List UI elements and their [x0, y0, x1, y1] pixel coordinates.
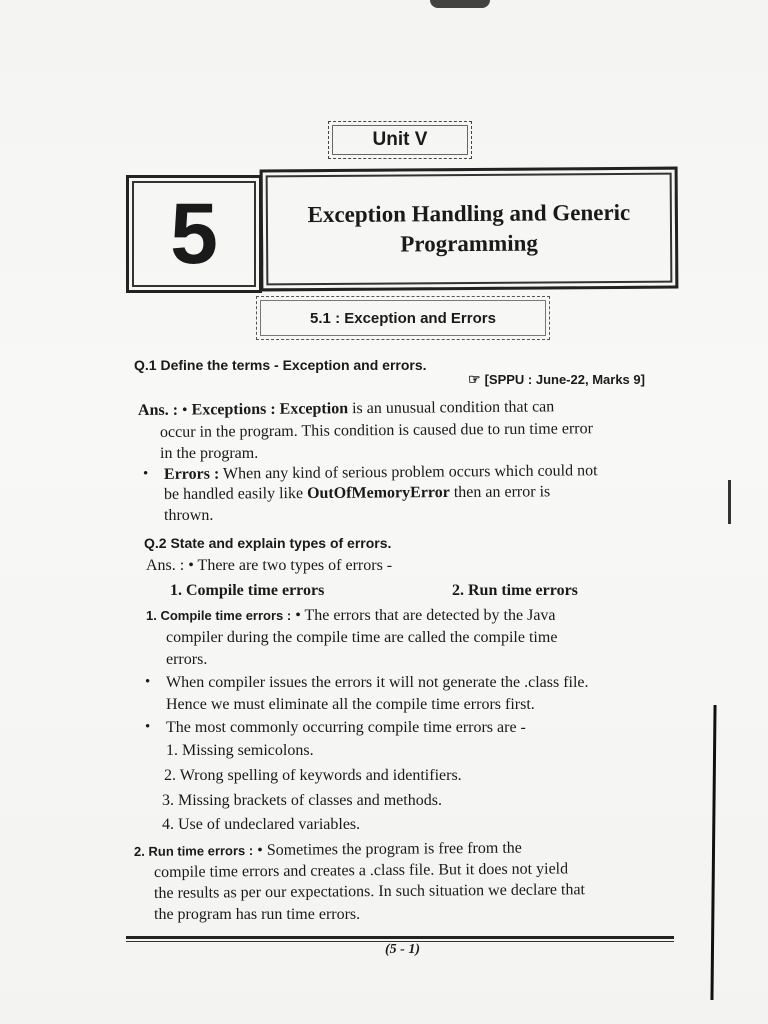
q1-answer-line3: in the program. [160, 445, 259, 462]
bullet2-line1: When compiler issues the errors it will not generate the .class file. [166, 674, 589, 691]
bullet-icon: • [295, 607, 305, 624]
errors-line1-rest: When any kind of serious problem occurs which could not [222, 462, 598, 483]
runtime-line1 [134, 840, 522, 861]
errors-line3: thrown. [164, 507, 214, 524]
list-item: 3. Missing brackets of classes and methods. [162, 792, 442, 809]
bullet-icon: • [181, 401, 192, 419]
bullet-icon: • [145, 674, 151, 690]
runtime-line1-rest: Sometimes the program is free from the [266, 839, 522, 859]
footer-rule-thick [126, 936, 674, 939]
chapter-number-box [126, 175, 262, 293]
unit-label-box [328, 121, 472, 159]
errors-line2-pre: be handled easily like [163, 485, 304, 503]
errors-line2 [164, 483, 550, 504]
errors-term: Errors : [163, 465, 220, 483]
compile-heading: 1. Compile time errors : [146, 608, 292, 623]
section-title: 5.1 : Exception and Errors [310, 309, 496, 327]
question-1: Q.1 Define the terms - Exception and errors. [134, 357, 427, 373]
q1-answer-line1 [138, 398, 554, 420]
runtime-line3: the results as per our expectations. In such situation we declare that [153, 881, 586, 902]
errors-line1 [164, 462, 598, 484]
list-item: 2. Wrong spelling of keywords and identifiers. [164, 767, 462, 784]
bullet-icon: • [257, 841, 267, 859]
bullet2-line2: Hence we must eliminate all the compile time errors first. [166, 696, 535, 713]
chapter-number: 5 [170, 185, 218, 282]
compile-line2: compiler during the compile time are called the compile time [166, 629, 558, 646]
q2-answer-line: Ans. : • There are two types of errors - [146, 557, 393, 574]
q1-answer-line2: occur in the program. This condition is caused due to run time error [159, 420, 593, 441]
runtime-line2: compile time errors and creates a .class file. But it does not yield [153, 860, 569, 881]
compile-line1 [146, 607, 556, 625]
question-2: Q.2 State and explain types of errors. [144, 535, 392, 551]
errors-code: OutOfMemoryError [306, 484, 450, 503]
page-edge-mark [728, 480, 731, 524]
question-1-reference [468, 371, 645, 388]
runtime-line4: the program has run time errors. [154, 906, 361, 923]
list-item: 1. Missing semicolons. [166, 742, 314, 759]
exceptions-term: Exceptions : [191, 400, 276, 419]
reference-text: [SPPU : June-22, Marks 9] [484, 372, 645, 387]
unit-label: Unit V [372, 129, 428, 150]
bullet-icon: • [143, 466, 149, 482]
runtime-heading: 2. Run time errors : [133, 842, 254, 859]
section-title-box [256, 296, 550, 340]
list-item: 4. Use of undeclared variables. [162, 816, 361, 833]
chapter-title-box [260, 167, 679, 292]
bullet-icon: • [145, 719, 151, 735]
ans-prefix: Ans. : [137, 401, 179, 419]
page-number: (5 - 1) [385, 942, 420, 957]
error-type-1: 1. Compile time errors [170, 582, 325, 599]
q1-line1-rest: is an unusual condition that can [351, 398, 555, 418]
error-type-2: 2. Run time errors [452, 582, 578, 599]
compile-line1-rest: The errors that are detected by the Java [304, 607, 556, 624]
exception-word: Exception [279, 400, 349, 418]
chapter-title-line1: Exception Handling and Generic [307, 199, 631, 228]
page-edge-shadow [710, 705, 716, 1000]
errors-line2-post: then an error is [453, 483, 551, 501]
pointing-hand-icon: ☞ [468, 371, 481, 387]
bullet3-line1: The most commonly occurring compile time errors are - [166, 719, 526, 736]
compile-line3: errors. [166, 651, 208, 668]
chapter-title-line2: Programming [400, 230, 538, 257]
top-ink-smudge [430, 0, 490, 8]
